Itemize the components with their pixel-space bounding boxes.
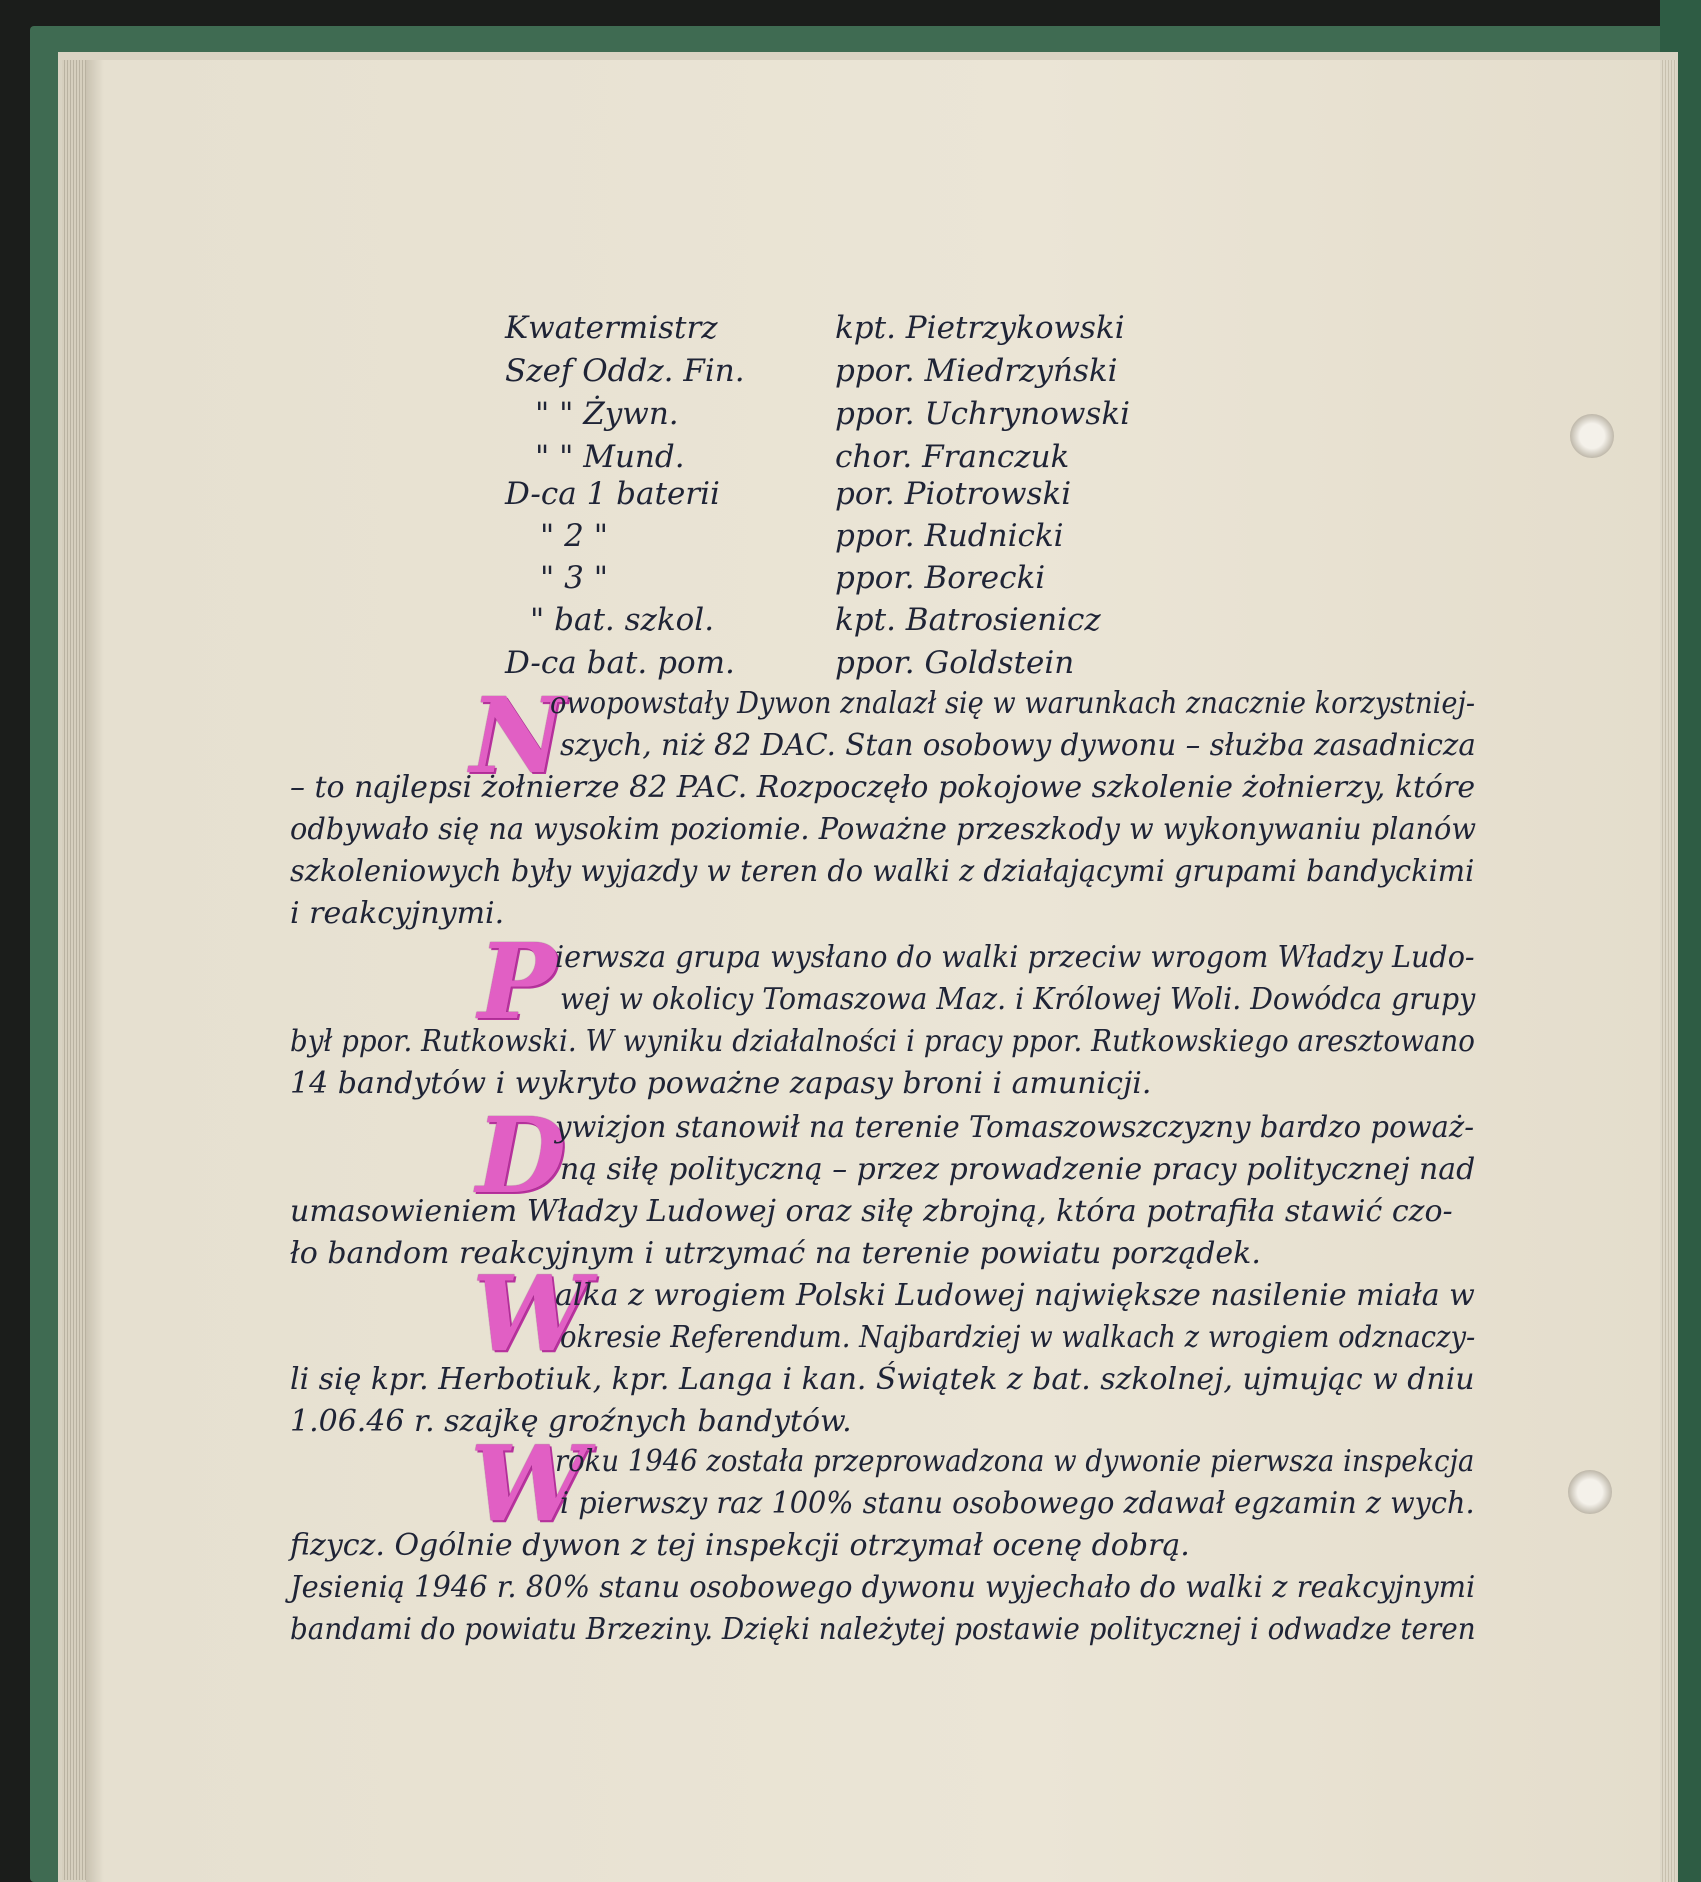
roster-role: " " Mund.: [535, 439, 685, 475]
roster-row: [505, 643, 1105, 683]
text-line: był ppor. Rutkowski. W wyniku działalności i pracy ppor. Rutkowskiego aresztowano: [290, 1024, 1475, 1059]
roster-role: D-ca bat. pom.: [505, 645, 735, 681]
text-line: alka z wrogiem Polski Ludowej największe nasilenie miała w: [555, 1278, 1475, 1313]
roster-name: ppor. Goldstein: [835, 645, 1075, 681]
text-line: i pierwszy raz 100% stanu osobowego zdawał egzamin z wych.: [560, 1486, 1475, 1521]
text-line: umasowieniem Władzy Ludowej oraz siłę zbrojną, która potrafiła stawić czo-: [290, 1194, 1453, 1229]
decorated-initial: P: [478, 920, 557, 1043]
roster-row: [505, 351, 1118, 391]
roster-name: por. Piotrowski: [835, 476, 1072, 512]
text-line: ywizjon stanowił na terenie Tomaszowszczyzny bardzo poważ-: [555, 1110, 1475, 1145]
roster-name: chor. Franczuk: [835, 439, 1070, 475]
decorated-initial: N: [470, 674, 566, 797]
page-edges-right: [1660, 60, 1676, 1882]
punch-hole-upper: [1570, 414, 1614, 458]
page-edges-left: [62, 60, 88, 1880]
text-line: owopowstały Dywon znalazł się w warunkach znacznie korzystniej-: [550, 686, 1476, 721]
roster-name: ppor. Miedrzyński: [835, 353, 1118, 389]
text-line: li się kpr. Herbotiuk, kpr. Langa i kan. Świątek z bat. szkolnej, ujmując w dniu: [290, 1362, 1475, 1397]
text-line: ło bandom reakcyjnym i utrzymać na terenie powiatu porządek.: [290, 1236, 1261, 1271]
decorated-initial: W: [470, 1422, 587, 1545]
text-line: – to najlepsi żołnierze 82 PAC. Rozpoczęło pokojowe szkolenie żołnierzy, które: [290, 770, 1476, 805]
roster-name: kpt. Batrosienicz: [835, 602, 1101, 638]
roster-row: [505, 308, 1125, 348]
text-line: okresie Referendum. Najbardziej w walkach z wrogiem odznaczy-: [560, 1320, 1476, 1355]
roster-role: " 2 ": [540, 518, 608, 554]
roster-name: ppor. Rudnicki: [835, 518, 1064, 554]
text-line: odbywało się na wysokim poziomie. Poważne przeszkody w wykonywaniu planów: [290, 812, 1477, 847]
roster-row: [505, 394, 1131, 434]
roster-role: Szef Oddz. Fin.: [505, 353, 745, 389]
roster-role: " " Żywn.: [535, 396, 679, 432]
roster-row: [505, 474, 1105, 514]
roster-role: " bat. szkol.: [530, 602, 715, 638]
roster-role: " 3 ": [540, 560, 608, 596]
text-line: ną siłę polityczną – przez prowadzenie pracy politycznej nad: [560, 1152, 1476, 1187]
decorated-initial: W: [472, 1252, 589, 1375]
roster-row: [505, 558, 1105, 598]
decorated-initial: D: [476, 1094, 567, 1217]
text-line: szych, niż 82 DAC. Stan osobowy dywonu – służba zasadnicza: [560, 728, 1476, 763]
text-line: fizycz. Ogólnie dywon z tej inspekcji otrzymał ocenę dobrą.: [290, 1528, 1190, 1563]
text-line: bandami do powiatu Brzeziny. Dzięki należytej postawie politycznej i odwadze teren: [290, 1612, 1476, 1647]
text-line: szkoleniowych były wyjazdy w teren do walki z działającymi grupami bandyckimi: [290, 854, 1475, 889]
roster-row: [505, 437, 1105, 477]
text-line: Jesienią 1946 r. 80% stanu osobowego dywonu wyjechało do walki z reakcyjnymi: [290, 1570, 1476, 1605]
roster-role: D-ca 1 baterii: [505, 476, 720, 512]
text-line: ierwsza grupa wysłano do walki przeciw wrogom Władzy Ludo-: [555, 940, 1475, 975]
roster-row: [505, 600, 1105, 640]
text-line: 14 bandytów i wykryto poważne zapasy broni i amunicji.: [290, 1066, 1152, 1101]
text-line: roku 1946 została przeprowadzona w dywonie pierwsza inspekcja: [555, 1444, 1475, 1479]
roster-role: Kwatermistrz: [505, 310, 718, 346]
text-line: wej w okolicy Tomaszowa Maz. i Królowej Woli. Dowódca grupy: [560, 982, 1476, 1017]
text-line: i reakcyjnymi.: [290, 896, 505, 931]
text-line: 1.06.46 r. szajkę groźnych bandytów.: [290, 1404, 852, 1439]
roster-name: kpt. Pietrzykowski: [835, 310, 1125, 346]
punch-hole-lower: [1568, 1470, 1612, 1514]
roster-name: ppor. Borecki: [835, 560, 1046, 596]
roster-row: [505, 516, 1105, 556]
roster-name: ppor. Uchrynowski: [835, 396, 1131, 432]
